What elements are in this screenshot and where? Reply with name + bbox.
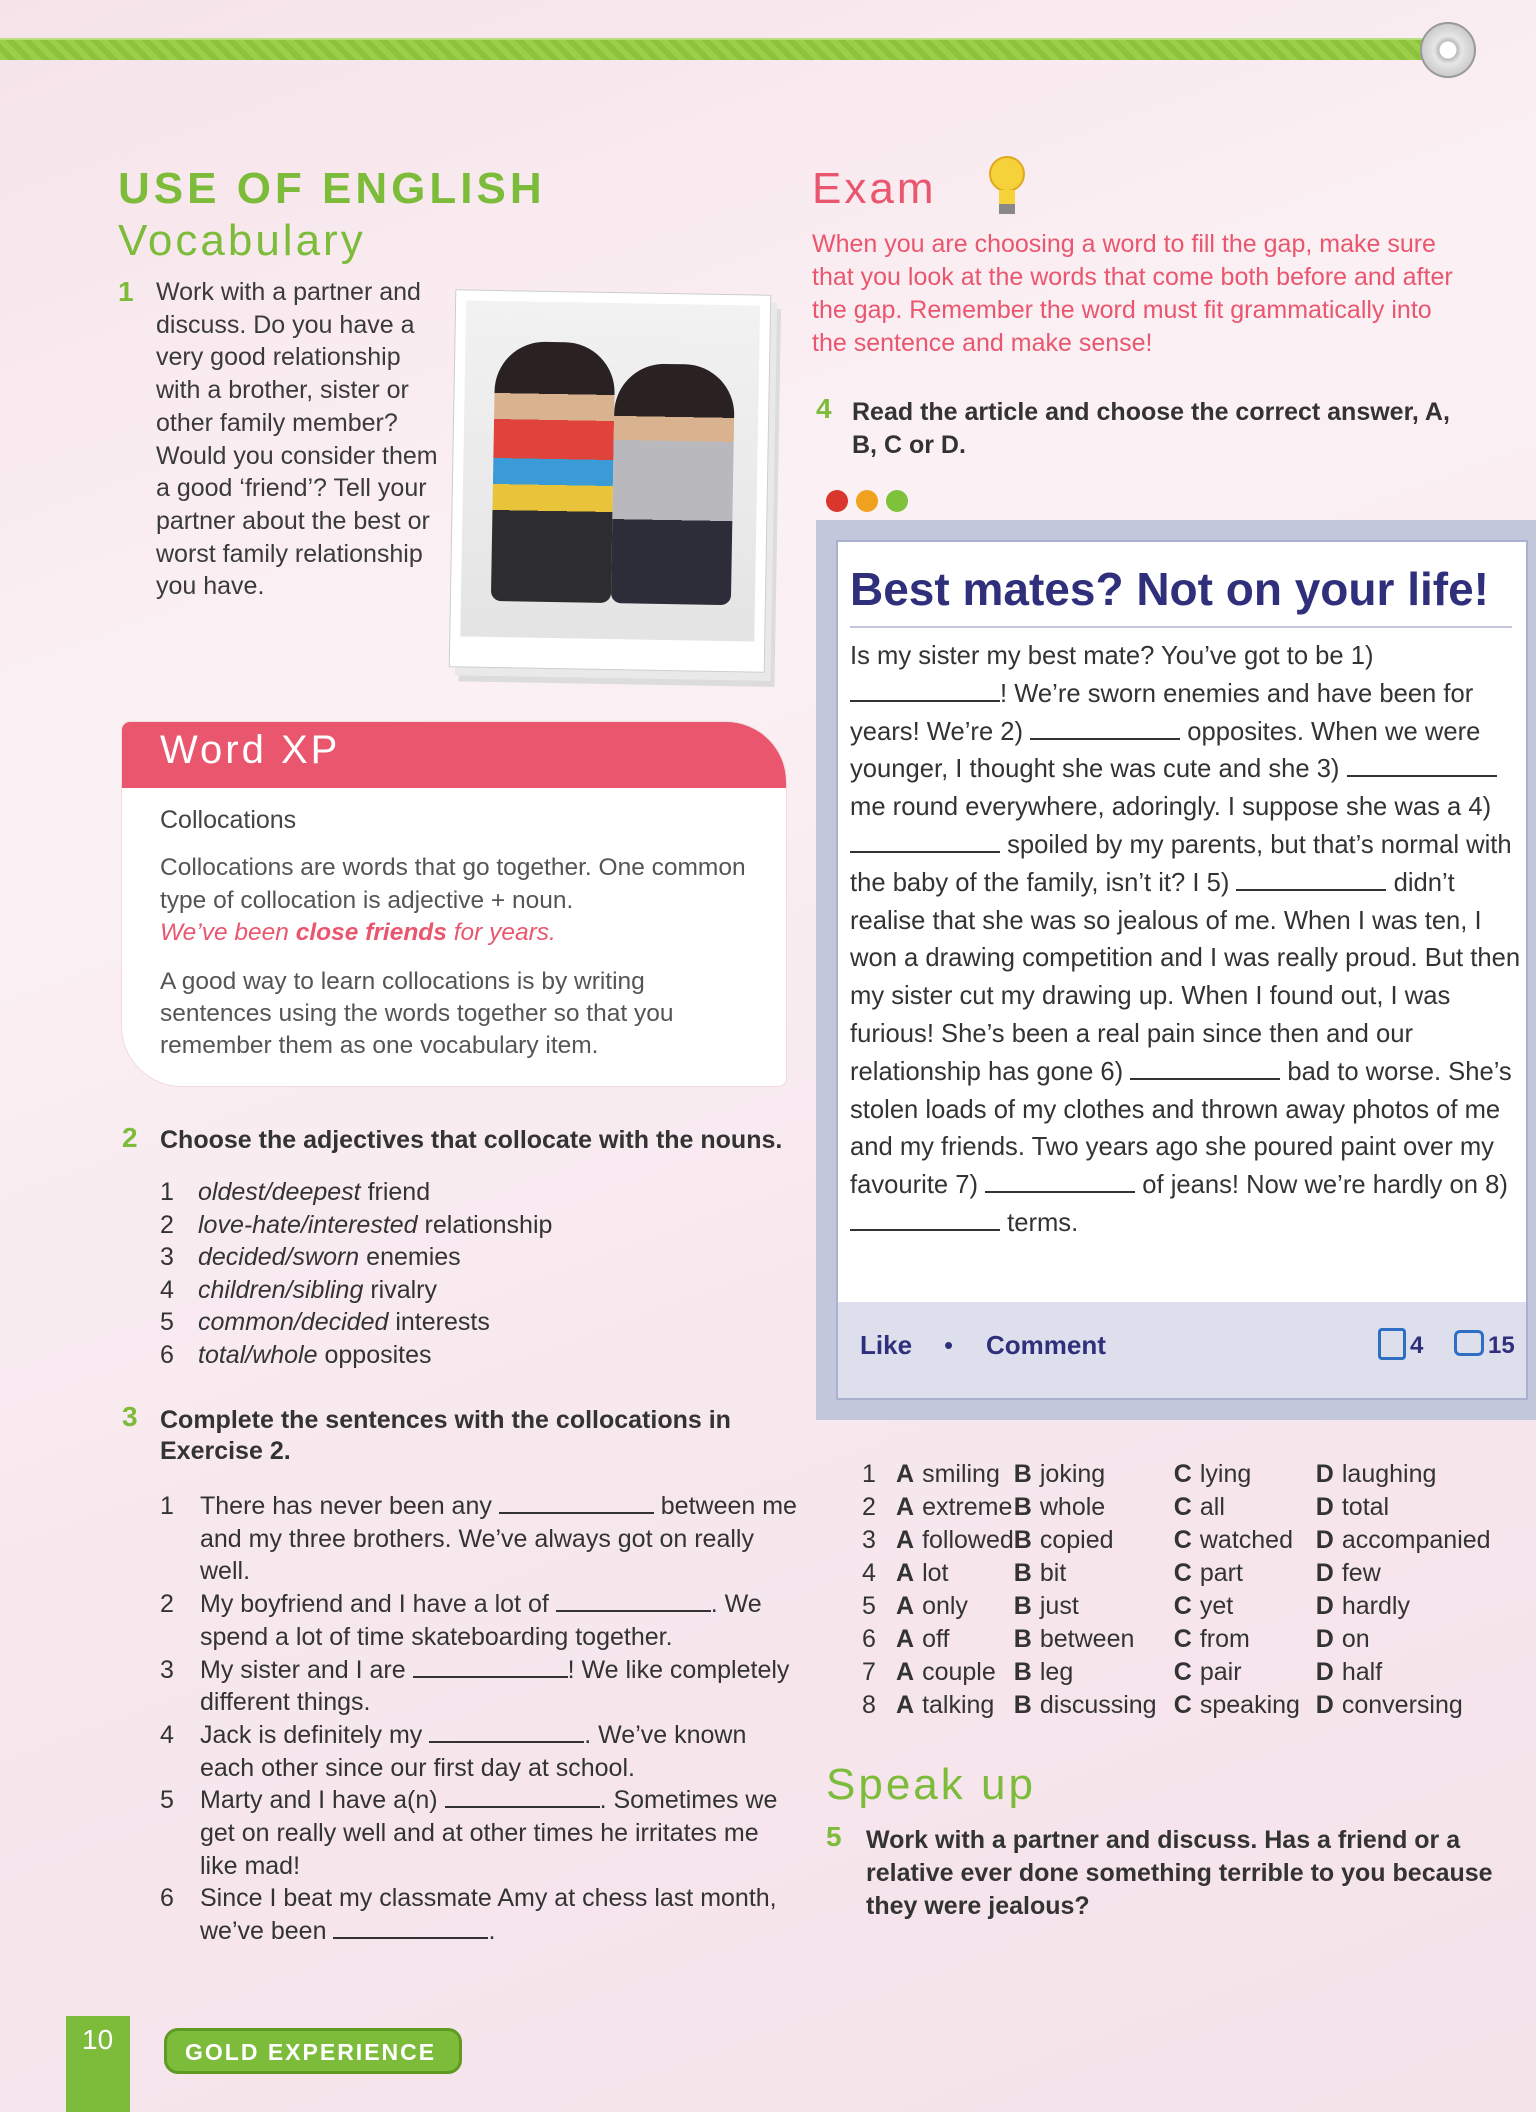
list-item [160, 1274, 552, 1307]
option-letter: A [896, 1460, 915, 1488]
option-word: off [922, 1625, 950, 1653]
article-text: ! We’re sworn enemies and have been for years! We’re 2) [850, 679, 1474, 746]
noun: friend [360, 1178, 431, 1206]
option-word: all [1199, 1493, 1225, 1521]
answer-gap[interactable] [1236, 871, 1386, 891]
adjective-choice: children/sibling [198, 1275, 364, 1304]
exercise-2-list [160, 1176, 552, 1372]
brand-badge: GOLD EXPERIENCE [164, 2028, 462, 2074]
item-number: 3 [160, 1243, 174, 1272]
answer-gap[interactable] [850, 682, 1000, 702]
article-text: opposites. When we were younger, I thought she was cute and she 3) [850, 717, 1481, 784]
word-xp-paragraph: Collocations are words that go together. One common type of collocation is adjective + noun. [160, 854, 746, 914]
option-letter: A [896, 1658, 915, 1686]
option-word: lying [1199, 1460, 1252, 1488]
item-number: 1 [160, 1492, 174, 1520]
option-letter: A [896, 1493, 915, 1521]
option-word: from [1199, 1625, 1250, 1653]
article-text: me round everywhere, adoringly. I suppose she was a 4) [850, 793, 1492, 822]
sentence-text: My sister and I are [200, 1655, 413, 1684]
adjective-choice: decided/sworn [198, 1243, 360, 1272]
option-word: just [1039, 1592, 1079, 1620]
option-word: yet [1199, 1592, 1234, 1620]
question-number: 1 [862, 1460, 876, 1488]
article-text: terms. [1000, 1208, 1079, 1237]
sentence-text: Marty and I have a(n) [200, 1786, 445, 1815]
option-letter: B [1013, 1460, 1032, 1488]
option-word: leg [1039, 1658, 1074, 1686]
option-b[interactable] [1014, 1623, 1174, 1656]
option-letter: D [1315, 1493, 1334, 1521]
option-word: on [1341, 1625, 1370, 1653]
option-word: few [1341, 1559, 1381, 1587]
option-a[interactable] [896, 1458, 1014, 1491]
item-number: 6 [160, 1884, 174, 1913]
photo-two-girls [449, 289, 772, 672]
option-d[interactable] [1316, 1623, 1491, 1656]
cd-icon [1420, 22, 1476, 78]
option-letter: B [1013, 1625, 1032, 1653]
window-dots [826, 490, 916, 517]
article-text: Is my sister my best mate? You’ve got to be 1) [850, 642, 1374, 670]
article-text: of jeans! Now we’re hardly on 8) [1135, 1171, 1508, 1200]
option-letter: B [1013, 1526, 1032, 1554]
option-word: extreme [922, 1493, 1013, 1521]
option-c[interactable] [1174, 1491, 1316, 1524]
option-letter: A [896, 1559, 915, 1587]
option-letter: B [1013, 1559, 1032, 1587]
exercise-text: Work with a partner and discuss. Has a friend or a relative ever done something terrible to you because they were jealous? [866, 1826, 1493, 1920]
answer-gap[interactable] [333, 1919, 488, 1939]
option-word: bit [1039, 1559, 1067, 1587]
option-letter: D [1315, 1658, 1334, 1686]
orange-dot-icon [856, 490, 878, 512]
option-letter: D [1315, 1592, 1334, 1620]
word-xp-paragraph: A good way to learn collocations is by writing sentences using the words together so that you remember them as one vocabulary item. [160, 967, 674, 1060]
question-number: 3 [862, 1526, 876, 1554]
article-body [850, 638, 1526, 1243]
option-word: watched [1199, 1526, 1293, 1554]
option-word: talking [922, 1691, 995, 1719]
option-a[interactable] [896, 1491, 1014, 1524]
option-b[interactable] [1014, 1656, 1174, 1689]
question-number: 6 [862, 1625, 876, 1653]
exam-heading: Exam [812, 164, 937, 213]
sentence-text: Jack is definitely my [200, 1720, 430, 1749]
option-word: discussing [1039, 1691, 1157, 1719]
option-row [862, 1623, 1491, 1656]
comment-bubble-icon[interactable] [1454, 1330, 1484, 1356]
like-count: 4 [1410, 1332, 1424, 1359]
option-d[interactable] [1316, 1590, 1491, 1623]
option-letter: B [1013, 1493, 1032, 1521]
option-word: speaking [1199, 1691, 1300, 1719]
option-b[interactable] [1014, 1491, 1174, 1524]
noun: relationship [417, 1210, 553, 1239]
exercise-number: 5 [826, 1821, 842, 1852]
section-heading: USE OF ENGLISH [118, 164, 546, 213]
word-xp-example [160, 917, 760, 949]
answer-gap[interactable] [985, 1173, 1135, 1193]
exercise-3-heading [122, 1401, 802, 1467]
option-c[interactable] [1174, 1623, 1316, 1656]
article-title: Best mates? Not on your life! [850, 563, 1489, 615]
exam-tip: When you are choosing a word to fill the gap, make sure that you look at the words that come both before and after the gap. Remember the word must fit grammatically into the sentence and make sense! [812, 230, 1453, 357]
list-item [160, 1209, 552, 1242]
option-letter: A [896, 1691, 915, 1719]
option-c[interactable] [1174, 1590, 1316, 1623]
article-text: didn’t realise that she was so jealous of me. When I was ten, I won a drawing competition and I was really proud. But then my sister cut my drawing up. When I found out, I was furious! She’s been a real pain since then and our relationship has gone 6) [850, 868, 1521, 1086]
option-word: accompanied [1341, 1526, 1491, 1554]
exercise-title: Complete the sentences with the collocations in Exercise 2. [160, 1406, 731, 1465]
sentence-text: ! We like completely different things. [200, 1655, 790, 1717]
option-word: couple [922, 1658, 996, 1686]
option-b[interactable] [1014, 1590, 1174, 1623]
noun: rivalry [363, 1275, 437, 1304]
option-letter: C [1173, 1526, 1192, 1554]
option-word: laughing [1341, 1460, 1437, 1488]
option-row [862, 1590, 1491, 1623]
option-letter: C [1173, 1691, 1192, 1719]
option-d[interactable] [1316, 1458, 1491, 1491]
option-letter: C [1173, 1559, 1192, 1587]
option-word: joking [1039, 1460, 1106, 1488]
photo-background [460, 300, 760, 641]
item-number: 2 [160, 1590, 174, 1619]
exercise-5 [826, 1821, 1516, 1923]
divider [850, 626, 1512, 628]
answer-gap[interactable] [1347, 757, 1497, 777]
option-b[interactable] [1014, 1524, 1174, 1557]
option-letter: D [1315, 1559, 1334, 1587]
option-letter: A [896, 1526, 915, 1554]
option-letter: D [1315, 1460, 1334, 1488]
option-letter: C [1173, 1658, 1192, 1686]
option-a[interactable] [896, 1623, 1014, 1656]
adjective-choice: love-hate/interested [198, 1210, 418, 1239]
answer-gap[interactable] [499, 1494, 654, 1514]
top-stripe [0, 38, 1440, 60]
sentence-text: . [488, 1917, 496, 1946]
option-a[interactable] [896, 1590, 1014, 1623]
option-letter: C [1173, 1460, 1192, 1488]
exercise-3-list [160, 1490, 800, 1948]
option-word: lot [922, 1559, 949, 1587]
answer-gap[interactable] [850, 833, 1000, 853]
item-number: 4 [160, 1275, 174, 1304]
option-row [862, 1656, 1491, 1689]
option-c[interactable] [1174, 1656, 1316, 1689]
exercise-2-heading [122, 1122, 783, 1155]
item-number: 2 [160, 1210, 174, 1239]
section-subheading: Vocabulary [118, 216, 366, 265]
word-xp-body [160, 804, 760, 1063]
girl-figure [611, 363, 735, 605]
speak-up-heading: Speak up [826, 1760, 1036, 1809]
noun: opposites [317, 1340, 432, 1369]
option-letter: C [1173, 1493, 1192, 1521]
exercise-number: 2 [122, 1122, 138, 1153]
question-number: 8 [862, 1691, 876, 1719]
list-item [160, 1882, 800, 1947]
list-item [160, 1241, 552, 1274]
option-a[interactable] [896, 1557, 1014, 1590]
page-number: 10 [66, 2016, 130, 2112]
option-word: total [1341, 1493, 1390, 1521]
article-card [836, 540, 1528, 1400]
item-number: 6 [160, 1340, 174, 1369]
item-number: 5 [160, 1308, 174, 1337]
option-d[interactable] [1316, 1524, 1491, 1557]
sentence-text: My boyfriend and I have a lot of [200, 1590, 556, 1619]
option-word: hardly [1341, 1592, 1410, 1620]
options-table [862, 1458, 1491, 1722]
item-number: 3 [160, 1655, 174, 1684]
option-b[interactable] [1014, 1689, 1174, 1722]
exercise-number: 4 [816, 393, 832, 424]
option-letter: C [1173, 1625, 1192, 1653]
option-c[interactable] [1174, 1524, 1316, 1557]
article-footer [838, 1302, 1526, 1398]
option-letter: B [1013, 1592, 1032, 1620]
noun: interests [388, 1308, 490, 1337]
option-row [862, 1689, 1491, 1722]
adjective-choice: total/whole [198, 1340, 318, 1369]
comment-link[interactable]: Comment [986, 1330, 1106, 1360]
example-collocation: close friends [295, 919, 447, 947]
list-item [160, 1490, 800, 1588]
answer-gap[interactable] [850, 1211, 1000, 1231]
option-a[interactable] [896, 1524, 1014, 1557]
option-c[interactable] [1174, 1458, 1316, 1491]
word-xp-subtitle: Collocations [160, 806, 297, 834]
exercise-4-heading [816, 393, 1476, 462]
answer-gap[interactable] [429, 1723, 584, 1743]
answer-gap[interactable] [556, 1592, 711, 1612]
list-item [160, 1176, 552, 1209]
option-letter: A [896, 1625, 915, 1653]
option-letter: D [1315, 1526, 1334, 1554]
option-word: half [1341, 1658, 1383, 1686]
option-letter: A [896, 1592, 915, 1620]
option-word: whole [1039, 1493, 1106, 1521]
option-word: copied [1039, 1526, 1114, 1554]
item-number: 1 [160, 1178, 174, 1206]
option-letter: B [1013, 1658, 1032, 1686]
option-d[interactable] [1316, 1689, 1491, 1722]
list-item [160, 1654, 800, 1719]
option-b[interactable] [1014, 1458, 1174, 1491]
option-word: smiling [922, 1460, 1000, 1488]
sentence-text: between me and my three brothers. We’ve always got on really well. [200, 1492, 797, 1586]
exercise-title: Read the article and choose the correct answer, A, B, C or D. [852, 398, 1450, 459]
list-item [160, 1306, 552, 1339]
option-c[interactable] [1174, 1689, 1316, 1722]
option-b[interactable] [1014, 1557, 1174, 1590]
option-word: pair [1199, 1658, 1242, 1686]
exercise-1 [118, 276, 448, 603]
sentence-text: There has never been any [200, 1492, 499, 1520]
option-letter: D [1315, 1625, 1334, 1653]
question-number: 7 [862, 1658, 876, 1686]
option-word: between [1039, 1625, 1135, 1653]
option-d[interactable] [1316, 1491, 1491, 1524]
answer-gap[interactable] [1030, 720, 1180, 740]
option-row [862, 1491, 1491, 1524]
option-letter: B [1013, 1691, 1032, 1719]
answer-options [862, 1458, 1491, 1722]
example-text: for years. [446, 919, 556, 947]
article-text: spoiled by my parents, but that’s normal with the baby of the family, isn’t it? I 5) [850, 830, 1512, 897]
option-row [862, 1524, 1491, 1557]
answer-gap[interactable] [445, 1788, 600, 1808]
adjective-choice: common/decided [198, 1308, 389, 1337]
list-item [160, 1719, 800, 1784]
option-word: conversing [1341, 1691, 1463, 1719]
item-number: 5 [160, 1786, 174, 1815]
article-text: bad to worse. She’s stolen loads of my clothes and thrown away photos of me and my friends. Two years ago she poured paint over my favourite 7) [850, 1057, 1512, 1200]
sentence-text: . We spend a lot of time skateboarding together. [200, 1590, 762, 1651]
word-xp-title: Word XP [122, 722, 786, 788]
answer-gap[interactable] [413, 1658, 568, 1678]
sentence-text: Since I beat my classmate Amy at chess last month, we’ve been [200, 1884, 777, 1946]
option-word: part [1199, 1559, 1243, 1587]
option-letter: D [1315, 1691, 1334, 1719]
red-dot-icon [826, 490, 848, 512]
noun: enemies [359, 1243, 461, 1272]
example-text: We’ve been [160, 919, 296, 947]
exercise-text: Work with a partner and discuss. Do you have a very good relationship with a brother, sister or other family member? Would you consider them a good ‘friend’? Tell your partner about the best or worst family relationship you have. [156, 278, 438, 601]
option-word: followed [922, 1526, 1014, 1554]
exercise-number: 1 [118, 276, 134, 307]
option-word: only [922, 1592, 968, 1620]
exercise-title: Choose the adjectives that collocate with the nouns. [160, 1126, 783, 1154]
adjective-choice: oldest/deepest [198, 1178, 361, 1206]
option-d[interactable] [1316, 1656, 1491, 1689]
option-c[interactable] [1174, 1557, 1316, 1590]
question-number: 4 [862, 1559, 876, 1587]
sentence-text: . Sometimes we get on really well and at other times he irritates me like mad! [200, 1786, 778, 1880]
option-row [862, 1557, 1491, 1590]
sentence-text: . We’ve known each other since our first day at school. [200, 1720, 747, 1782]
option-a[interactable] [896, 1689, 1014, 1722]
word-xp-box [122, 722, 786, 1086]
answer-gap[interactable] [1130, 1060, 1280, 1080]
option-d[interactable] [1316, 1557, 1491, 1590]
like-link[interactable]: Like [860, 1330, 913, 1360]
list-item [160, 1339, 552, 1372]
list-item [160, 1588, 800, 1653]
option-row [862, 1458, 1491, 1491]
separator: • [944, 1330, 954, 1360]
list-item [160, 1784, 800, 1882]
question-number: 5 [862, 1592, 876, 1620]
comment-count: 15 [1488, 1332, 1515, 1359]
option-letter: C [1173, 1592, 1192, 1620]
option-a[interactable] [896, 1656, 1014, 1689]
girl-figure [491, 341, 616, 603]
thumbs-up-icon[interactable] [1378, 1328, 1406, 1360]
green-dot-icon [886, 490, 908, 512]
question-number: 2 [862, 1493, 876, 1521]
exercise-number: 3 [122, 1401, 138, 1432]
lightbulb-icon [988, 154, 1026, 218]
item-number: 4 [160, 1720, 174, 1749]
